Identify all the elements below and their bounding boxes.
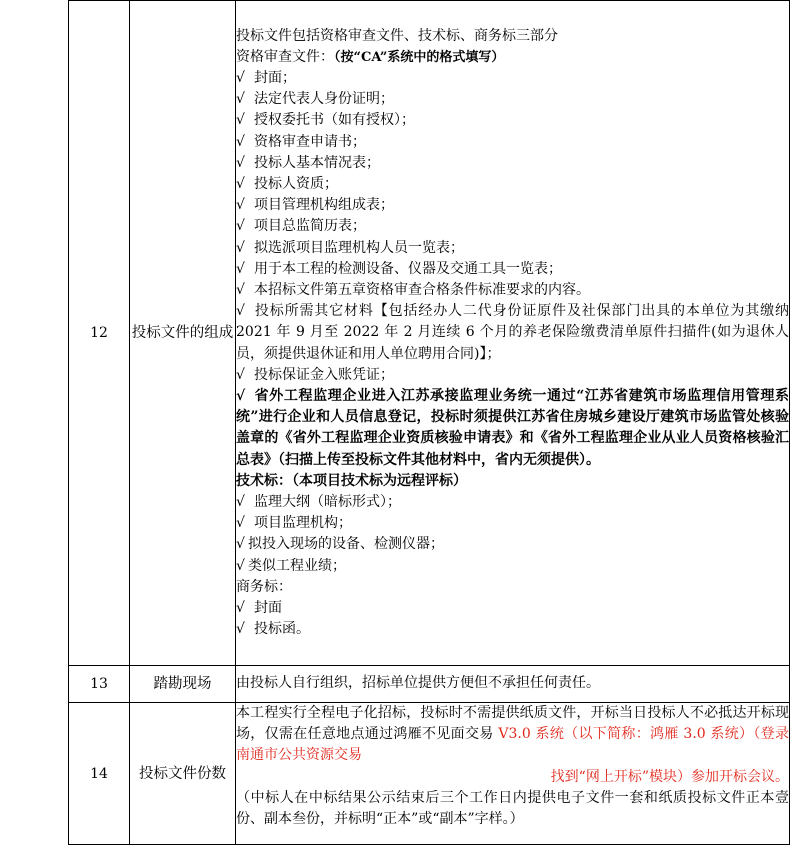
check-mark-icon: √ xyxy=(236,536,245,553)
check-mark-icon: √ xyxy=(236,260,245,277)
list-item: √ 项目总监简历表； xyxy=(236,216,789,237)
check-mark-icon: √ xyxy=(236,112,245,129)
other-materials-item: √ 投标所需其它材料【包括经办人二代身份证原件及社保部门出具的本单位为其缴纳 2021 年 9 月至 2022 年 2 月连续 6 个月的养老保险缴费清单原件扫描件(如为退休人员，须提供退休证和用人单位聘用合同)】； xyxy=(236,303,789,362)
list-item: √ 本招标文件第五章资格审查合格条件标准要求的内容。 xyxy=(236,280,789,301)
list-item: √ 投标人基本情况表； xyxy=(236,153,789,174)
table-row-13 xyxy=(69,666,790,703)
list-item: √ 项目监理机构； xyxy=(236,513,789,534)
bidding-info-table xyxy=(68,0,790,845)
table-row-14 xyxy=(69,703,790,845)
row-content xyxy=(236,1,790,666)
check-mark-icon: √ xyxy=(236,218,245,235)
copies-text-red1: V3.0 系统（以下简称：鸿雁 3.0 系统）（登录南通市公共资源交易 xyxy=(236,726,789,764)
check-mark-icon: √ xyxy=(236,69,245,86)
list-item: √ 拟投入现场的设备、检测仪器； xyxy=(236,534,789,555)
check-mark-icon: √ xyxy=(236,175,245,192)
qualification-note: （按“CA”系统中的格式填写） xyxy=(334,49,505,65)
check-mark-icon: √ xyxy=(236,281,245,298)
row-content xyxy=(236,666,790,703)
check-mark-icon: √ xyxy=(236,239,245,256)
copies-text-part4: （中标人在中标结果公示结束后三个工作日内提供电子文件一套和纸质投标文件正本壹份、副本叁份，并标明“正本”或“副本”字样。） xyxy=(236,789,789,828)
check-mark-icon: √ xyxy=(236,515,245,532)
list-item: √ 封面； xyxy=(236,68,789,89)
copies-paragraph xyxy=(236,703,789,767)
list-item: √ 投标人资质； xyxy=(236,174,789,195)
copies-paragraph-end xyxy=(236,788,789,830)
check-mark-icon: √ xyxy=(236,600,245,617)
check-mark-icon: √ xyxy=(236,303,245,320)
check-mark-icon: √ xyxy=(236,557,245,574)
list-item: √ 类似工程业绩； xyxy=(236,556,789,577)
check-mark-icon: √ xyxy=(236,154,245,171)
copies-text-red2: 找到“网上开标”模块）参加开标会议。 xyxy=(550,768,789,785)
commercial-label: 商务标： xyxy=(236,578,292,595)
row-number: 14 xyxy=(69,703,130,845)
check-mark-icon: √ xyxy=(236,91,245,108)
list-item: √ 监理大纲（暗标形式）； xyxy=(236,492,789,513)
list-item: √ 投标函。 xyxy=(236,619,789,640)
row-item-title: 踏勘现场 xyxy=(130,666,236,703)
row-number: 13 xyxy=(69,666,130,703)
check-mark-icon: √ xyxy=(236,621,245,638)
qualification-label: 资格审查文件： xyxy=(236,48,334,65)
list-item: √ 拟选派项目监理机构人员一览表； xyxy=(236,238,789,259)
list-item: √ 封面 xyxy=(236,598,789,619)
check-mark-icon: √ xyxy=(236,494,245,511)
list-item: √ 资格审查申请书； xyxy=(236,132,789,153)
row-content xyxy=(236,703,790,845)
technical-label: 技术标：（本项目技术标为远程评标） xyxy=(236,472,467,489)
list-item: √ 法定代表人身份证明； xyxy=(236,89,789,110)
copies-text-part1: 本工程实行全程电子化招标，投标时不需提供纸质文件，开标当日投标人不必抵达开标现场，仅需在任意地点通过鸿雁不见面交易 xyxy=(236,705,789,743)
table-row-12 xyxy=(69,1,790,666)
check-mark-icon: √ xyxy=(236,388,246,404)
qualification-heading xyxy=(236,47,789,68)
list-item: √ 授权委托书（如有授权）； xyxy=(236,110,789,131)
copies-paragraph-cont xyxy=(236,767,789,788)
out-of-province-item: √ 省外工程监理企业进入江苏承接监理业务统一通过“江苏省建筑市场监理信用管理系统”进行企业和人员信息登记，投标时须提供江苏省住房城乡建设厅建筑市场监管处核验盖章的《省外工程监理企业资质核验申请表》和《省外工程监理企业从业人员资格核验汇总表》（扫描上传至投标文件其他材料中，省内无须提供）。 xyxy=(236,388,789,468)
row-item-title: 投标文件份数 xyxy=(130,703,236,845)
check-mark-icon: √ xyxy=(236,366,245,383)
site-visit-text: 由投标人自行组织，招标单位提供方便但不承担任何责任。 xyxy=(236,675,600,692)
list-item: √ 用于本工程的检测设备、仪器及交通工具一览表； xyxy=(236,259,789,280)
copies-clip xyxy=(236,703,789,844)
row-item-title: 投标文件的组成 xyxy=(130,1,236,666)
list-item: √ 项目管理机构组成表； xyxy=(236,195,789,216)
check-mark-icon: √ xyxy=(236,133,245,150)
check-mark-icon: √ xyxy=(236,197,245,214)
row-number: 12 xyxy=(69,1,130,666)
content-intro: 投标文件包括资格审查文件、技术标、商务标三部分 xyxy=(236,27,558,44)
list-item: √ 投标保证金入账凭证； xyxy=(236,365,789,386)
